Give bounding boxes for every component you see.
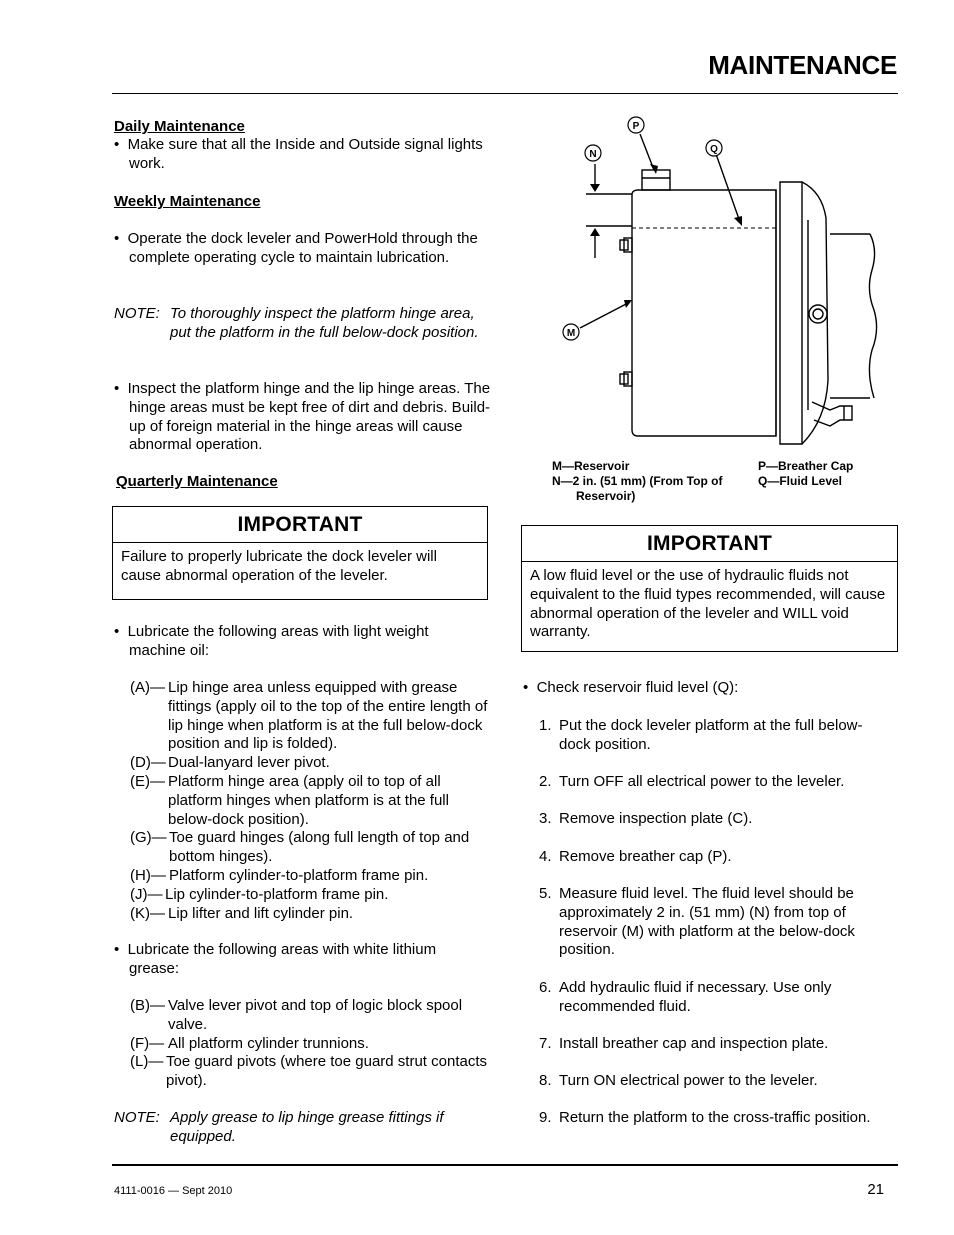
page-number: 21 bbox=[867, 1181, 884, 1198]
step-7 bbox=[539, 1035, 884, 1054]
list-item bbox=[130, 679, 490, 754]
step-text: Turn ON electrical power to the leveler. bbox=[559, 1072, 818, 1089]
page-title: MAINTENANCE bbox=[708, 50, 897, 80]
step-4 bbox=[539, 848, 884, 867]
item-text: Lip hinge area unless equipped with grease fittings (apply oil to the top of the entire length of lip hinge when platform is at the full below-dock position and lip is folded). bbox=[168, 679, 488, 753]
header-rule bbox=[112, 93, 898, 94]
item-text: Dual-lanyard lever pivot. bbox=[168, 754, 330, 772]
callout-p: P bbox=[632, 121, 640, 132]
note-1 bbox=[114, 305, 484, 343]
item-text: Lip cylinder-to-platform frame pin. bbox=[165, 885, 389, 903]
doc-number: 4111-0016 — Sept 2010 bbox=[114, 1185, 233, 1197]
frame-break-line bbox=[869, 234, 876, 398]
step-text: Add hydraulic fluid if necessary. Use only recommended fluid. bbox=[559, 979, 832, 1015]
item-text: Lip lifter and lift cylinder pin. bbox=[168, 904, 354, 922]
list-item bbox=[130, 905, 490, 924]
caption-p: P—Breather Cap bbox=[758, 459, 854, 473]
note-2 bbox=[114, 1109, 484, 1147]
weekly-heading: Weekly Maintenance bbox=[114, 193, 261, 210]
important-box-2-title: IMPORTANT bbox=[522, 526, 897, 562]
note-1-label: NOTE: bbox=[114, 305, 160, 322]
item-code: (D)— bbox=[130, 754, 166, 772]
step-number: 7. bbox=[539, 1035, 552, 1052]
important-box-1-title: IMPORTANT bbox=[113, 507, 487, 543]
grease-intro: • Lubricate the following areas with white lithium grease: bbox=[114, 941, 437, 977]
item-code: (G)— bbox=[130, 829, 167, 847]
step-number: 4. bbox=[539, 848, 552, 865]
step-number: 1. bbox=[539, 717, 552, 734]
item-text: Platform cylinder-to-platform frame pin. bbox=[169, 866, 429, 884]
item-text: Toe guard hinges (along full length of top and bottom hinges). bbox=[169, 829, 470, 866]
step-number: 9. bbox=[539, 1109, 552, 1126]
weekly-item-1: • Operate the dock leveler and PowerHold through the complete operating cycle to maintain lubrication. bbox=[114, 230, 478, 266]
oil-intro-text: Lubricate the following areas with light weight machine oil: bbox=[127, 623, 429, 659]
list-item bbox=[130, 773, 490, 829]
step-text: Return the platform to the cross-traffic position. bbox=[559, 1109, 871, 1126]
step-text: Measure fluid level. The fluid level should be approximately 2 in. (51 mm) (N) from top of reservoir (M) with platform at the below-dock position. bbox=[559, 885, 855, 959]
step-6 bbox=[539, 979, 884, 1017]
important-box-1 bbox=[112, 506, 488, 600]
step-number: 2. bbox=[539, 773, 552, 790]
caption-n: N—2 in. (51 mm) (From Top of bbox=[552, 474, 723, 488]
item-code: (B)— bbox=[130, 997, 165, 1014]
list-item bbox=[130, 754, 490, 773]
step-text: Install breather cap and inspection plate. bbox=[559, 1035, 829, 1052]
caption-m: M—Reservoir bbox=[552, 459, 630, 473]
item-text: Toe guard pivots (where toe guard strut contacts pivot). bbox=[166, 1053, 488, 1090]
caption-n-continued: Reservoir) bbox=[576, 489, 636, 503]
step-text: Turn OFF all electrical power to the leveler. bbox=[559, 773, 845, 790]
reservoir-body bbox=[632, 190, 776, 436]
weekly-item-2: • Inspect the platform hinge and the lip hinge areas. The hinge areas must be kept free of dirt and debris. Build-up of foreign material in the hinge areas will cause abnormal operation. bbox=[114, 380, 491, 454]
item-code: (E)— bbox=[130, 772, 165, 790]
step-5 bbox=[539, 885, 884, 960]
check-intro-text: Check reservoir fluid level (Q): bbox=[536, 679, 739, 696]
important-box-2-text: A low fluid level or the use of hydraulic fluids not equivalent to the fluid types recommended, will cause abnormal operation of the leveler and WILL void warranty. bbox=[530, 567, 886, 641]
step-number: 8. bbox=[539, 1072, 552, 1089]
footer-rule bbox=[112, 1164, 898, 1166]
daily-item-text: Make sure that all the Inside and Outside signal lights work. bbox=[127, 136, 483, 172]
item-code: (A)— bbox=[130, 679, 165, 696]
item-code: (K)— bbox=[130, 904, 165, 922]
note-2-text: Apply grease to lip hinge grease fittings if equipped. bbox=[170, 1109, 444, 1145]
step-3 bbox=[539, 810, 884, 829]
oil-intro: • Lubricate the following areas with light weight machine oil: bbox=[114, 623, 429, 659]
step-text: Put the dock leveler platform at the full below-dock position. bbox=[559, 717, 863, 753]
item-text: All platform cylinder trunnions. bbox=[168, 1034, 369, 1052]
note-2-label: NOTE: bbox=[114, 1109, 160, 1126]
item-code: (H)— bbox=[130, 866, 166, 884]
step-number: 6. bbox=[539, 979, 552, 996]
list-item bbox=[130, 1035, 490, 1054]
grease-list bbox=[130, 997, 490, 1091]
list-item bbox=[130, 829, 490, 867]
important-box-1-text: Failure to properly lubricate the dock leveler will cause abnormal operation of the leveler. bbox=[121, 548, 437, 584]
list-item bbox=[130, 867, 490, 886]
list-item bbox=[130, 1053, 490, 1091]
step-2 bbox=[539, 773, 884, 792]
quarterly-heading: Quarterly Maintenance bbox=[116, 473, 278, 490]
check-intro: • Check reservoir fluid level (Q): bbox=[523, 679, 739, 696]
important-box-2 bbox=[521, 525, 898, 652]
step-1 bbox=[539, 717, 884, 755]
item-text: Platform hinge area (apply oil to top of all platform hinges when platform is at the full below-dock position). bbox=[168, 772, 449, 828]
step-number: 3. bbox=[539, 810, 552, 827]
daily-heading: Daily Maintenance bbox=[114, 118, 245, 135]
item-code: (J)— bbox=[130, 885, 163, 903]
step-9 bbox=[539, 1109, 889, 1128]
reservoir-diagram bbox=[540, 110, 900, 450]
reservoir-flange bbox=[776, 182, 802, 444]
list-item bbox=[130, 886, 490, 905]
weekly-item-2-text: Inspect the platform hinge and the lip hinge areas. The hinge areas must be kept free of dirt and debris. Build-up of foreign material in the hinge areas will cause abnormal operation. bbox=[127, 380, 491, 454]
callout-m: M bbox=[566, 328, 576, 339]
step-text: Remove inspection plate (C). bbox=[559, 810, 753, 827]
step-8 bbox=[539, 1072, 884, 1091]
callout-n: N bbox=[589, 149, 597, 160]
grease-intro-text: Lubricate the following areas with white lithium grease: bbox=[127, 941, 437, 977]
item-code: (F)— bbox=[130, 1034, 165, 1052]
callout-q: Q bbox=[710, 144, 718, 155]
oil-list bbox=[130, 679, 490, 923]
caption-q: Q—Fluid Level bbox=[758, 474, 843, 488]
step-text: Remove breather cap (P). bbox=[559, 848, 732, 865]
item-text: Valve lever pivot and top of logic block spool valve. bbox=[168, 997, 463, 1033]
weekly-item-1-text: Operate the dock leveler and PowerHold through the complete operating cycle to maintain lubrication. bbox=[127, 230, 478, 266]
step-number: 5. bbox=[539, 885, 552, 902]
note-1-text: To thoroughly inspect the platform hinge area, put the platform in the full below-dock position. bbox=[170, 305, 479, 341]
daily-item: • Make sure that all the Inside and Outside signal lights work. bbox=[114, 136, 483, 172]
list-item bbox=[130, 997, 490, 1035]
item-code: (L)— bbox=[130, 1053, 164, 1071]
